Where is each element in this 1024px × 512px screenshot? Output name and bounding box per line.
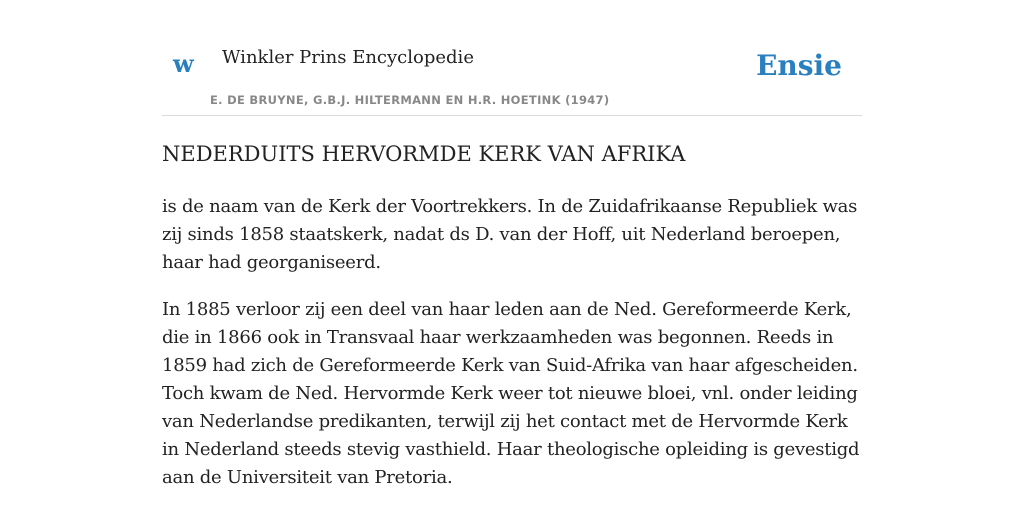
encyclopedia-title[interactable]: Winkler Prins Encyclopedie [222,47,474,68]
ensie-brand-logo[interactable]: Ensie [756,49,842,82]
encyclopedia-header [162,40,862,116]
article-paragraph: In 1885 verloor zij een deel van haar leden aan de Ned. Gereformeerde Kerk, die in 1866 ook in Transvaal haar werkzaamheden was begonnen. Reeds in 1859 had zich de Gereformeerde Kerk van Suid-Afrika van haar afgescheiden. Toch kwam de Ned. Hervormde Kerk weer tot nieuwe bloei, vnl. onder leiding van Nederlandse predikanten, terwijl zij het contact met de Hervormde Kerk in Nederland steeds stevig vasthield. Haar theologische opleiding is gevestigd aan de Universiteit van Pretoria. [162,299,860,488]
article-body [162,193,862,511]
article-title: NEDERDUITS HERVORMDE KERK VAN AFRIKA [162,142,686,166]
article-paragraph: is de naam van de Kerk der Voortrekkers. In de Zuidafrikaanse Republiek was zij sinds 1858 staatskerk, nadat ds D. van der Hoff, uit Nederland beroepen, haar had georganiseerd. [162,196,858,273]
encyclopedia-authors: E. DE BRUYNE, G.B.J. HILTERMANN EN H.R. HOETINK (1947) [210,93,610,107]
winkler-prins-logo-icon[interactable]: w [173,49,194,78]
